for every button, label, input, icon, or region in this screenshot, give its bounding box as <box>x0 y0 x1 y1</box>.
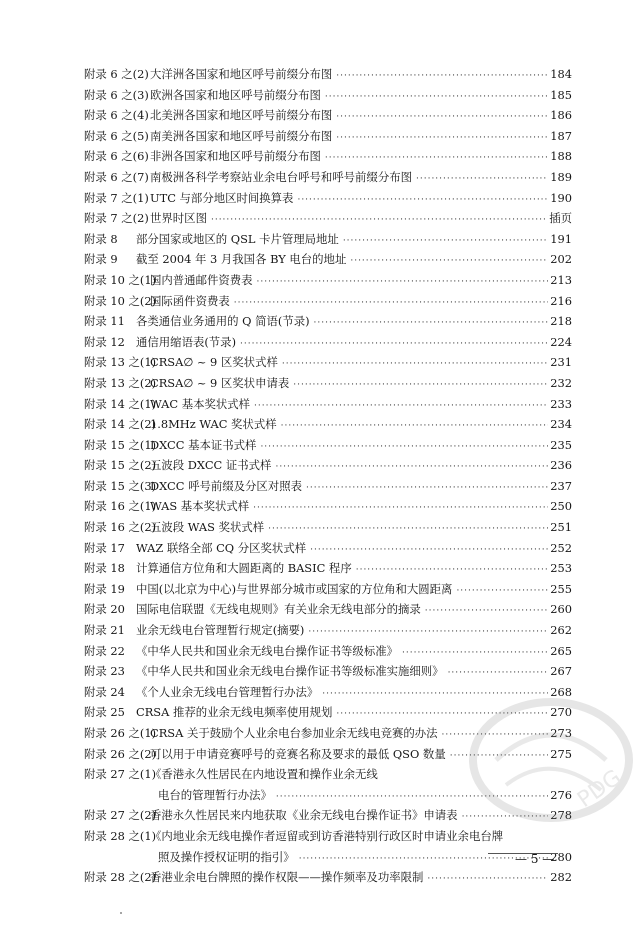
entry-title: 国际函件资费表 <box>150 293 230 308</box>
entry-label: 附录 20 <box>84 602 125 617</box>
entry-title: 五波段 DXCC 证书式样 <box>150 458 272 473</box>
entry-page: 252 <box>550 540 572 555</box>
entry-page: 202 <box>550 252 572 267</box>
entry-title: CRSA 关于鼓励个人业余电台参加业余无线电竞赛的办法 <box>150 726 438 740</box>
entry-title: 《香港永久性居民在内地设置和操作业余无线 <box>150 767 378 782</box>
entry-title: 香港永久性居民来内地获取《业余无线电台操作证书》申请表 <box>150 808 458 823</box>
entry-title: 欧洲各国家和地区呼号前缀分布图 <box>150 87 321 102</box>
entry-page: 218 <box>550 314 572 329</box>
entry-label: 附录 10 之(2) <box>84 293 157 308</box>
entry-title: 各类通信业务通用的 Q 简语(节录) <box>136 314 310 329</box>
toc-entry <box>84 167 572 188</box>
entry-title: 北美洲各国家和地区呼号前缀分布图 <box>150 108 333 123</box>
leader-dots <box>336 128 548 149</box>
leader-dots <box>402 643 548 664</box>
leader-dots <box>425 601 548 622</box>
toc-entry <box>84 373 572 394</box>
toc-entry <box>84 641 572 662</box>
entry-title: 《内地业余无线电操作者逗留或到访香港特别行政区时申请业余电台牌 <box>150 828 504 843</box>
entry-label: 附录 16 之(2) <box>84 520 157 535</box>
entry-page: 276 <box>550 787 572 802</box>
entry-title: 南极洲各科学考察站业余电台呼号和呼号前缀分布图 <box>150 169 412 184</box>
entry-page: 268 <box>550 684 572 699</box>
leader-dots <box>306 478 548 499</box>
entry-title: WAC 基本奖状式样 <box>150 396 251 411</box>
toc-entry <box>84 517 572 538</box>
entry-page: 251 <box>550 520 572 535</box>
entry-label: 附录 6 之(2) <box>84 67 149 81</box>
entry-page: 275 <box>550 746 572 761</box>
entry-title: 大洋洲各国家和地区呼号前缀分布图 <box>150 67 333 81</box>
entry-title: 国际电信联盟《无线电规则》有关业余无线电部分的摘录 <box>136 602 421 617</box>
entry-title: 计算通信方位角和大圆距离的 BASIC 程序 <box>136 561 352 576</box>
entry-label: 附录 19 <box>84 581 125 596</box>
toc-entry <box>84 64 572 85</box>
entry-label: 附录 26 之(1) <box>84 726 157 740</box>
toc-entry <box>84 476 572 497</box>
entry-title: DXCC 呼号前缀及分区对照表 <box>150 478 302 493</box>
leader-dots <box>253 498 548 519</box>
entry-page: 250 <box>550 499 572 514</box>
toc-entry <box>84 496 572 517</box>
entry-page: 260 <box>550 602 572 617</box>
entry-label: 附录 24 <box>84 684 125 699</box>
entry-title: 五波段 WAS 奖状式样 <box>150 520 265 535</box>
leader-dots <box>343 231 548 252</box>
entry-page: 233 <box>550 396 572 411</box>
entry-page: 262 <box>550 623 572 638</box>
entry-page: 191 <box>550 231 572 246</box>
entry-title: 国内普通邮件资费表 <box>150 272 253 287</box>
leader-dots <box>350 251 548 272</box>
entry-label: 附录 21 <box>84 623 125 638</box>
entry-label: 附录 15 之(3) <box>84 478 157 493</box>
toc-entry <box>84 414 572 435</box>
leader-dots <box>297 190 548 211</box>
toc-entry <box>84 291 572 312</box>
entry-page: 190 <box>550 190 572 205</box>
toc-entry <box>84 599 572 620</box>
entry-label: 附录 7 之(1) <box>84 190 149 205</box>
entry-label: 附录 26 之(2) <box>84 746 157 761</box>
entry-page: 278 <box>550 808 572 823</box>
leader-dots <box>293 375 548 396</box>
toc-entry <box>84 208 572 229</box>
entry-page: 231 <box>550 355 572 370</box>
entry-label: 附录 6 之(6) <box>84 149 149 164</box>
entry-page: 267 <box>550 664 572 679</box>
leader-dots <box>325 87 548 108</box>
entry-page: 224 <box>550 334 572 349</box>
toc-entry <box>84 146 572 167</box>
entry-page: 236 <box>550 458 572 473</box>
page-number: 5 <box>530 852 539 866</box>
toc-entry <box>84 311 572 332</box>
entry-title-continued: 电台的管理暂行办法》 <box>158 787 272 802</box>
entry-title: CRSA∅ ~ 9 区奖状申请表 <box>150 375 290 390</box>
leader-dots <box>416 169 548 190</box>
entry-page: 185 <box>550 87 572 102</box>
toc-entry <box>84 126 572 147</box>
entry-label: 附录 25 <box>84 705 125 720</box>
leader-dots <box>427 869 548 890</box>
entry-label: 附录 9 <box>84 252 118 267</box>
entry-title: 1.8MHz WAC 奖状式样 <box>150 417 277 432</box>
watermark-seal <box>456 690 634 830</box>
page-footer: — 5 — <box>515 852 555 866</box>
entry-page: 插页 <box>549 211 572 226</box>
entry-title: UTC 与部分地区时间换算表 <box>150 190 294 205</box>
entry-label: 附录 7 之(2) <box>84 211 149 226</box>
toc-entry <box>84 455 572 476</box>
entry-page: 265 <box>550 643 572 658</box>
entry-label: 附录 6 之(7) <box>84 169 149 184</box>
entry-title: WAZ 联络全部 CQ 分区奖状式样 <box>136 540 307 555</box>
entry-title: 南美洲各国家和地区呼号前缀分布图 <box>150 128 333 143</box>
entry-page: 282 <box>550 870 572 885</box>
toc-entry <box>84 332 572 353</box>
leader-dots <box>282 354 548 375</box>
toc-entry <box>84 352 572 373</box>
leader-dots <box>325 148 548 169</box>
toc-entry <box>84 661 572 682</box>
leader-dots <box>240 334 548 355</box>
toc-entry <box>84 105 572 126</box>
entry-label: 附录 27 之(2) <box>84 808 157 823</box>
entry-label: 附录 22 <box>84 643 125 658</box>
entry-title: 中国(以北京为中心)与世界部分城市或国家的方位角和大圆距离 <box>136 581 453 596</box>
toc-entry <box>84 538 572 559</box>
entry-label: 附录 16 之(1) <box>84 499 157 514</box>
toc-entry <box>84 558 572 579</box>
entry-title: 可以用于申请竞赛呼号的竞赛名称及要求的最低 QSO 数量 <box>150 746 446 761</box>
entry-label: 附录 17 <box>84 540 125 555</box>
toc-entry <box>84 270 572 291</box>
leader-dots <box>310 540 548 561</box>
toc-entry <box>84 579 572 600</box>
entry-page: 216 <box>550 293 572 308</box>
entry-label: 附录 28 之(2) <box>84 870 157 885</box>
entry-title: 部分国家或地区的 QSL 卡片管理局地址 <box>136 231 339 246</box>
entry-label: 附录 23 <box>84 664 125 679</box>
entry-page: 270 <box>550 705 572 720</box>
entry-label: 附录 15 之(1) <box>84 437 157 452</box>
toc-entry <box>84 85 572 106</box>
leader-dots <box>299 849 549 870</box>
toc-entry <box>84 435 572 456</box>
entry-title: WAS 基本奖状式样 <box>150 499 250 514</box>
entry-title-continued: 照及操作授权证明的指引》 <box>158 849 295 864</box>
entry-label: 附录 15 之(2) <box>84 458 157 473</box>
entry-page: 184 <box>550 67 572 81</box>
entry-title: CRSA∅ ~ 9 区奖状式样 <box>150 355 278 370</box>
scan-speck <box>120 912 122 914</box>
entry-title: 香港业余电台牌照的操作权限——操作频率及功率限制 <box>150 870 424 885</box>
entry-page: 255 <box>550 581 572 596</box>
watermark-text: PDG <box>573 765 627 813</box>
entry-title: 通信用缩语表(节录) <box>136 334 237 349</box>
entry-label: 附录 11 <box>84 314 125 329</box>
leader-dots <box>268 519 548 540</box>
entry-page: 253 <box>550 561 572 576</box>
entry-page: 188 <box>550 149 572 164</box>
toc-entry <box>84 394 572 415</box>
entry-label: 附录 13 之(2) <box>84 375 157 390</box>
toc-entry <box>84 620 572 641</box>
leader-dots <box>211 210 547 231</box>
entry-label: 附录 18 <box>84 561 125 576</box>
entry-page: 189 <box>550 169 572 184</box>
toc-entry <box>84 867 572 888</box>
entry-page: 237 <box>550 478 572 493</box>
leader-dots <box>448 663 549 684</box>
entry-label: 附录 12 <box>84 334 125 349</box>
entry-title: 《中华人民共和国业余无线电台操作证书等级标准实施细则》 <box>136 664 444 679</box>
entry-title: 业余无线电台管理暂行规定(摘要) <box>136 623 305 638</box>
leader-dots <box>234 293 549 314</box>
leader-dots <box>336 66 548 87</box>
entry-page: 187 <box>550 128 572 143</box>
entry-label: 附录 10 之(1) <box>84 272 157 287</box>
entry-page: 273 <box>550 726 572 740</box>
entry-label: 附录 6 之(5) <box>84 128 149 143</box>
entry-label: 附录 14 之(1) <box>84 396 157 411</box>
entry-label: 附录 6 之(3) <box>84 87 149 102</box>
toc-entry <box>84 249 572 270</box>
leader-dots <box>356 560 549 581</box>
entry-title: 非洲各国家和地区呼号前缀分布图 <box>150 149 321 164</box>
entry-title: 世界时区图 <box>150 211 207 226</box>
entry-page: 232 <box>550 375 572 390</box>
leader-dots <box>260 437 548 458</box>
leader-dots <box>275 457 548 478</box>
entry-page: 186 <box>550 108 572 123</box>
toc-entry <box>84 826 572 867</box>
toc-entry <box>84 188 572 209</box>
entry-title: 截至 2004 年 3 月我国各 BY 电台的地址 <box>136 252 347 267</box>
leader-dots <box>281 416 549 437</box>
leader-dots <box>336 107 548 128</box>
entry-page: 235 <box>550 437 572 452</box>
leader-dots <box>314 313 549 334</box>
entry-title: DXCC 基本证书式样 <box>150 437 257 452</box>
entry-page: 280 <box>550 849 572 864</box>
entry-label: 附录 6 之(4) <box>84 108 149 123</box>
entry-label: 附录 27 之(1) <box>84 767 157 782</box>
leader-dots <box>254 396 548 417</box>
leader-dots <box>257 272 549 293</box>
entry-title: 《中华人民共和国业余无线电台操作证书等级标准》 <box>136 643 398 658</box>
entry-title: 《个人业余无线电台管理暂行办法》 <box>136 684 319 699</box>
entry-label: 附录 14 之(2) <box>84 417 157 432</box>
entry-label: 附录 8 <box>84 231 118 246</box>
leader-dots <box>308 622 548 643</box>
leader-dots <box>456 581 548 602</box>
entry-label: 附录 13 之(1) <box>84 355 157 370</box>
entry-page: 213 <box>550 272 572 287</box>
entry-label: 附录 28 之(1) <box>84 828 157 843</box>
entry-title: CRSA 推荐的业余无线电频率使用规划 <box>136 705 333 720</box>
entry-page: 234 <box>550 417 572 432</box>
toc-entry <box>84 229 572 250</box>
